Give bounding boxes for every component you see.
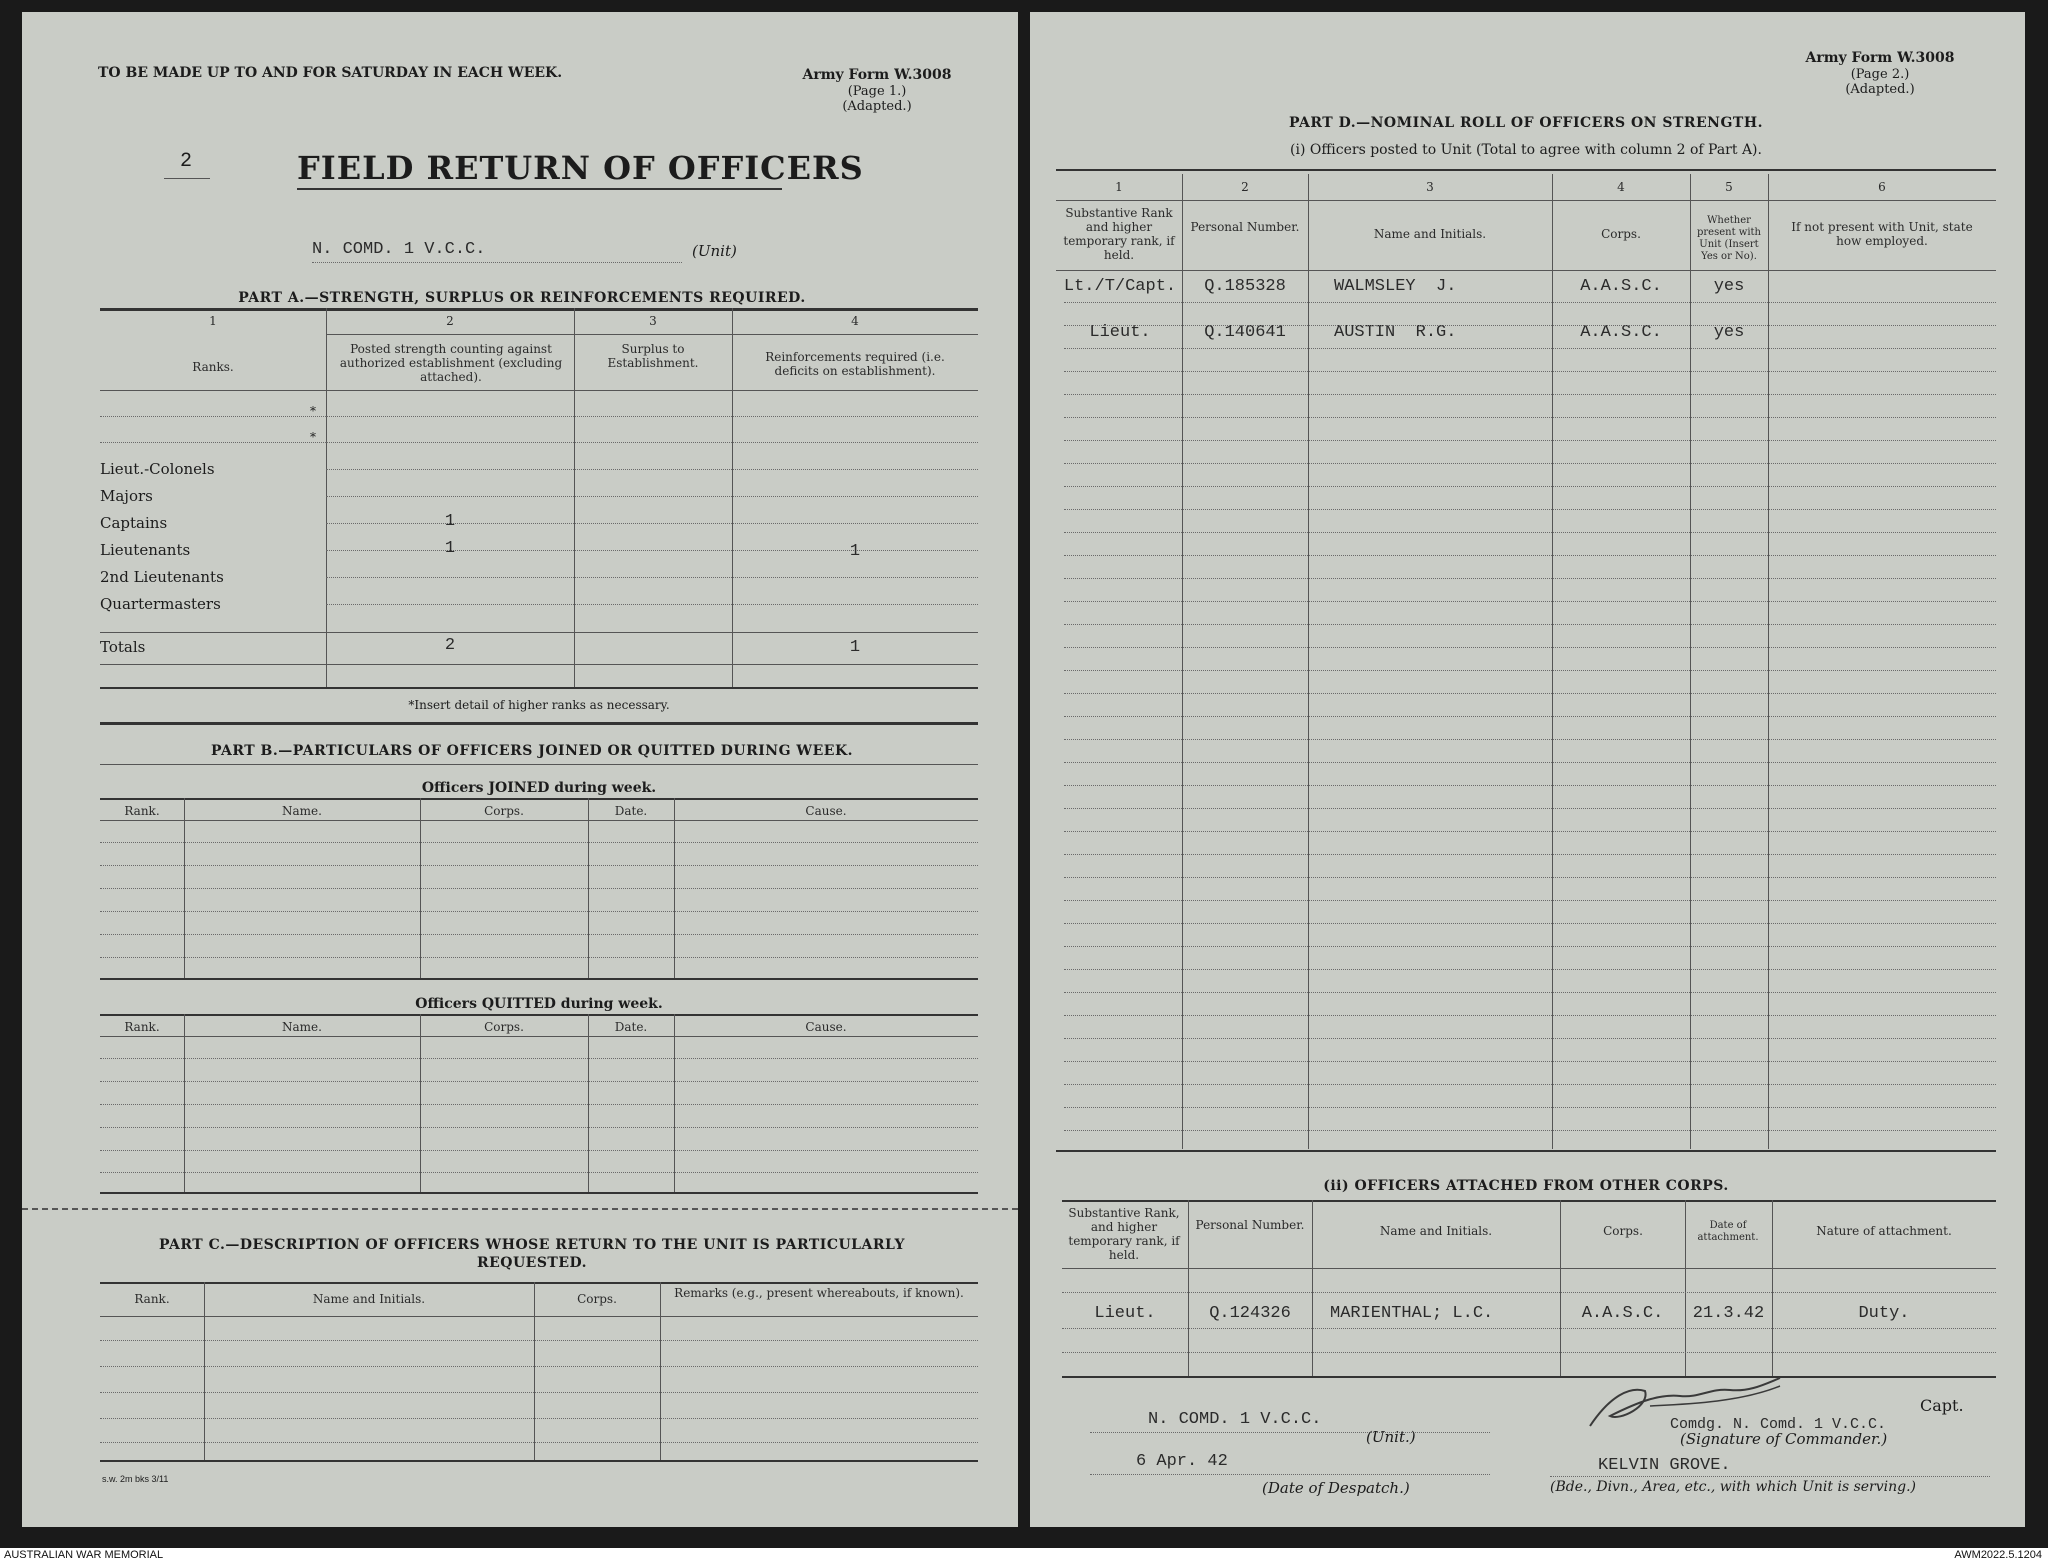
officer-2-rank: Lieut. xyxy=(1089,323,1151,342)
roll-row-line xyxy=(1064,785,1996,786)
part-d-top-rule xyxy=(1056,169,1996,171)
roll-row-line xyxy=(1064,417,1996,418)
part-c-row-line xyxy=(100,1418,978,1419)
return-number-line xyxy=(164,178,210,179)
attached-row-line xyxy=(1062,1292,1996,1293)
part-c-col-corps: Corps. xyxy=(577,1292,617,1306)
roll-row-line xyxy=(1064,762,1996,763)
signature-label: (Signature of Commander.) xyxy=(1680,1430,1888,1448)
roll-row-line xyxy=(1064,601,1996,602)
quitted-bottom-rule xyxy=(100,1192,978,1194)
totals-reinforcements-value: 1 xyxy=(849,638,861,657)
part-d-col-num: 6 xyxy=(1878,180,1886,194)
roll-row-line xyxy=(1064,394,1996,395)
rank-row-line xyxy=(100,442,326,443)
attached-row-line xyxy=(1062,1352,1996,1353)
row-line xyxy=(326,604,978,605)
attached-1-rank: Lieut. xyxy=(1094,1304,1156,1323)
rank-lieutenants: Lieutenants xyxy=(100,541,191,559)
quitted-heading: Officers QUITTED during week. xyxy=(415,996,663,1012)
quitted-col-corps: Corps. xyxy=(484,1020,524,1034)
page-label: (Page 1.) xyxy=(847,84,907,99)
roll-row-line xyxy=(1064,831,1996,832)
part-c-bottom-rule xyxy=(100,1460,978,1462)
part-a-header-rule xyxy=(100,390,978,391)
roll-row-line xyxy=(1064,1061,1996,1062)
part-a-bottom-rule xyxy=(100,687,978,689)
quitted-row-line xyxy=(100,1172,978,1173)
ranks-col-header: Ranks. xyxy=(192,360,234,374)
part-c-row-line xyxy=(100,1392,978,1393)
part-a-heading: PART A.—STRENGTH, SURPLUS OR REINFORCEMENTS REQUIRED. xyxy=(238,290,806,306)
name-col-header: Name and Initials. xyxy=(1373,227,1487,241)
roll-row-line xyxy=(1064,1084,1996,1085)
part-a-footnote: *Insert detail of higher ranks as necessary. xyxy=(408,698,670,712)
rank-row-line xyxy=(100,416,326,417)
roll-row-line xyxy=(1064,348,1996,349)
unit-value: N. COMD. 1 V.C.C. xyxy=(312,240,486,259)
roll-row-line xyxy=(1064,509,1996,510)
footer-area-label: (Bde., Divn., Area, etc., with which Unit is serving.) xyxy=(1550,1479,1917,1495)
part-d-subheading: (i) Officers posted to Unit (Total to agree with column 2 of Part A). xyxy=(1290,142,1762,158)
part-a-end-rule xyxy=(100,722,978,725)
joined-row-line xyxy=(100,957,978,958)
footer-date-value: 6 Apr. 42 xyxy=(1136,1452,1228,1471)
part-d-heading: PART D.—NOMINAL ROLL OF OFFICERS ON STRENGTH. xyxy=(1289,115,1763,131)
quitted-row-line xyxy=(100,1104,978,1105)
row-line xyxy=(326,416,978,417)
part-c-top-rule xyxy=(100,1282,978,1284)
quitted-divider xyxy=(184,1014,185,1192)
joined-col-date: Date. xyxy=(614,804,648,818)
attached-nature-header: Nature of attachment. xyxy=(1816,1224,1952,1238)
instruction-text: TO BE MADE UP TO AND FOR SATURDAY IN EACH WEEK. xyxy=(98,65,563,81)
lieutenants-reinforcements-value: 1 xyxy=(849,542,861,561)
rank-col-header: Substantive Rank and higher temporary rank, if held. xyxy=(1063,206,1175,262)
attached-date-header: Date of attachment. xyxy=(1697,1220,1759,1243)
roll-row-line xyxy=(1064,555,1996,556)
part-c-header-rule xyxy=(100,1316,978,1317)
corps-col-header: Corps. xyxy=(1601,227,1641,241)
part-c-row-line xyxy=(100,1442,978,1443)
officer-1-present: yes xyxy=(1713,277,1745,296)
officer-2-name: AUSTIN R.G. xyxy=(1334,323,1457,342)
totals-label: Totals xyxy=(100,638,146,656)
army-form-label: Army Form W.3008 xyxy=(802,67,952,83)
roll-row-line xyxy=(1064,1107,1996,1108)
roll-row-line xyxy=(1064,992,1996,993)
footer-area-line xyxy=(1550,1476,1990,1477)
archive-footer xyxy=(0,1548,2048,1565)
roll-row-line xyxy=(1064,371,1996,372)
part-d-divider xyxy=(1308,174,1309,1149)
part-d-bottom-rule xyxy=(1056,1150,1996,1152)
army-form-label: Army Form W.3008 xyxy=(1805,50,1955,66)
roll-row-line xyxy=(1064,808,1996,809)
part-c-row-line xyxy=(100,1340,978,1341)
roll-row-line xyxy=(1064,578,1996,579)
quitted-row-line xyxy=(100,1058,978,1059)
totals-top-rule xyxy=(100,632,978,633)
captains-posted-value: 1 xyxy=(444,512,456,531)
roll-row-line xyxy=(1064,1038,1996,1039)
row-line xyxy=(326,469,978,470)
unit-label: (Unit) xyxy=(692,242,737,260)
part-c-col-rank: Rank. xyxy=(134,1292,170,1306)
attached-rank-header: Substantive Rank, and higher temporary rank, if held. xyxy=(1068,1206,1180,1262)
joined-col-cause: Cause. xyxy=(805,804,847,818)
part-c-col-name: Name and Initials. xyxy=(312,1292,426,1306)
roll-row-line xyxy=(1064,1130,1996,1131)
quitted-row-line xyxy=(100,1127,978,1128)
attached-divider xyxy=(1685,1200,1686,1376)
roll-row-line xyxy=(1064,923,1996,924)
rank-2nd-lieutenants: 2nd Lieutenants xyxy=(100,568,224,586)
form-title: FIELD RETURN OF OFFICERS xyxy=(297,149,864,187)
asterisk: * xyxy=(310,404,316,418)
rank-lieut-colonels: Lieut.-Colonels xyxy=(100,460,215,478)
part-c-col-remarks: Remarks (e.g., present whereabouts, if known). xyxy=(674,1286,964,1300)
quitted-col-name: Name. xyxy=(282,1020,322,1034)
archive-credit: AUSTRALIAN WAR MEMORIAL xyxy=(4,1549,164,1561)
attached-divider xyxy=(1188,1200,1189,1376)
part-c-row-line xyxy=(100,1366,978,1367)
part-a-col-num: 4 xyxy=(851,314,859,328)
quitted-divider xyxy=(674,1014,675,1192)
attached-1-number: Q.124326 xyxy=(1209,1304,1291,1323)
roll-row-line xyxy=(1064,1015,1996,1016)
part-c-divider xyxy=(204,1282,205,1460)
totals-bottom-rule xyxy=(100,664,978,665)
part-d-col-num: 3 xyxy=(1426,180,1434,194)
quitted-divider xyxy=(588,1014,589,1192)
roll-row-line xyxy=(1064,440,1996,441)
joined-bottom-rule xyxy=(100,978,978,980)
roll-row-line xyxy=(1064,900,1996,901)
attached-divider xyxy=(1312,1200,1313,1376)
quitted-row-line xyxy=(100,1081,978,1082)
return-number: 2 xyxy=(179,150,192,173)
attached-top-rule xyxy=(1062,1200,1996,1202)
tear-line xyxy=(22,1208,1018,1210)
quitted-col-rank: Rank. xyxy=(124,1020,160,1034)
officer-2-number: Q.140641 xyxy=(1204,323,1286,342)
footer-unit-value: N. COMD. 1 V.C.C. xyxy=(1148,1410,1322,1429)
archive-reference: AWM2022.5.1204 xyxy=(1954,1549,2042,1561)
roll-row-line xyxy=(1064,463,1996,464)
joined-top-rule xyxy=(100,798,978,800)
attached-1-name: MARIENTHAL; L.C. xyxy=(1330,1304,1494,1323)
part-d-col-num: 5 xyxy=(1725,180,1733,194)
form-page-1 xyxy=(22,12,1018,1527)
footer-area-value: KELVIN GROVE. xyxy=(1598,1456,1731,1475)
row-line xyxy=(326,442,978,443)
part-a-col-num: 2 xyxy=(446,314,454,328)
part-c-heading-line1: PART C.—DESCRIPTION OF OFFICERS WHOSE RETURN TO THE UNIT IS PARTICULARLY xyxy=(159,1237,905,1253)
roll-row-line xyxy=(1064,302,1996,303)
joined-row-line xyxy=(100,865,978,866)
reinforcements-col-header: Reinforcements required (i.e. deficits on establishment). xyxy=(765,350,945,378)
attached-heading: (ii) OFFICERS ATTACHED FROM OTHER CORPS. xyxy=(1323,1178,1729,1194)
joined-col-corps: Corps. xyxy=(484,804,524,818)
roll-row-line xyxy=(1064,486,1996,487)
part-d-divider xyxy=(1182,174,1183,1149)
attached-bottom-rule xyxy=(1062,1376,1996,1378)
surplus-col-header: Surplus to Establishment. xyxy=(607,342,699,370)
roll-row-line xyxy=(1064,739,1996,740)
attached-number-header: Personal Number. xyxy=(1195,1218,1305,1232)
part-d-divider xyxy=(1768,174,1769,1149)
part-b-rule xyxy=(100,764,978,765)
attached-1-date: 21.3.42 xyxy=(1692,1304,1765,1323)
title-underline xyxy=(297,188,782,190)
posted-strength-col-header: Posted strength counting against authorized establishment (excluding attached). xyxy=(339,342,563,384)
rank-quartermasters: Quartermasters xyxy=(100,595,221,613)
footer-unit-line xyxy=(1090,1432,1490,1433)
officer-1-name: WALMSLEY J. xyxy=(1334,277,1457,296)
part-d-header-rule xyxy=(1056,270,1996,271)
joined-row-line xyxy=(100,842,978,843)
attached-name-header: Name and Initials. xyxy=(1379,1224,1493,1238)
part-a-col-num: 1 xyxy=(209,314,217,328)
quitted-divider xyxy=(420,1014,421,1192)
quitted-header-rule xyxy=(100,1036,978,1037)
officer-2-corps: A.A.S.C. xyxy=(1580,323,1662,342)
roll-row-line xyxy=(1064,624,1996,625)
officer-1-number: Q.185328 xyxy=(1204,277,1286,296)
asterisk: * xyxy=(310,430,316,444)
roll-row-line xyxy=(1064,693,1996,694)
joined-row-line xyxy=(100,934,978,935)
roll-row-line xyxy=(1064,532,1996,533)
rank-captains: Captains xyxy=(100,514,168,532)
part-a-num-rule xyxy=(326,334,978,335)
part-d-num-rule xyxy=(1056,200,1996,201)
rank-majors: Majors xyxy=(100,487,153,505)
totals-posted-value: 2 xyxy=(444,636,456,655)
page-label: (Page 2.) xyxy=(1850,67,1910,82)
quitted-col-date: Date. xyxy=(614,1020,648,1034)
roll-row-line xyxy=(1064,946,1996,947)
employment-col-header: If not present with Unit, state how employed. xyxy=(1791,220,1973,248)
officer-2-present: yes xyxy=(1713,323,1745,342)
present-col-header: Whether present with Unit (Insert Yes or No). xyxy=(1696,215,1761,262)
part-c-divider xyxy=(660,1282,661,1460)
personal-number-col-header: Personal Number. xyxy=(1190,220,1300,234)
quitted-top-rule xyxy=(100,1014,978,1016)
adapted-label: (Adapted.) xyxy=(1845,82,1915,97)
attached-1-corps: A.A.S.C. xyxy=(1581,1304,1664,1323)
attached-divider xyxy=(1772,1200,1773,1376)
attached-row-line xyxy=(1062,1328,1996,1329)
roll-row-line xyxy=(1064,325,1996,326)
lieutenants-posted-value: 1 xyxy=(444,539,456,558)
attached-divider xyxy=(1560,1200,1561,1376)
form-page-2 xyxy=(1030,12,2025,1527)
quitted-row-line xyxy=(100,1150,978,1151)
roll-row-line xyxy=(1064,716,1996,717)
row-line xyxy=(326,577,978,578)
part-d-col-num: 1 xyxy=(1115,180,1123,194)
roll-row-line xyxy=(1064,969,1996,970)
joined-row-line xyxy=(100,888,978,889)
roll-row-line xyxy=(1064,854,1996,855)
roll-row-line xyxy=(1064,647,1996,648)
part-c-divider xyxy=(534,1282,535,1460)
part-d-divider xyxy=(1690,174,1691,1149)
part-a-top-rule xyxy=(100,308,978,311)
print-code: s.w. 2m bks 3/11 xyxy=(102,1474,169,1484)
attached-header-rule xyxy=(1062,1268,1996,1269)
adapted-label: (Adapted.) xyxy=(842,99,912,114)
joined-row-line xyxy=(100,911,978,912)
footer-comdg-value: Comdg. N. Comd. 1 V.C.C. xyxy=(1670,1416,1887,1433)
part-b-heading: PART B.—PARTICULARS OF OFFICERS JOINED OR QUITTED DURING WEEK. xyxy=(210,743,854,759)
attached-corps-header: Corps. xyxy=(1603,1224,1643,1238)
part-d-col-num: 4 xyxy=(1617,180,1625,194)
joined-col-rank: Rank. xyxy=(124,804,160,818)
joined-header-rule xyxy=(100,820,978,821)
quitted-col-cause: Cause. xyxy=(805,1020,847,1034)
officer-1-rank: Lt./T/Capt. xyxy=(1063,277,1177,296)
joined-heading: Officers JOINED during week. xyxy=(421,780,657,796)
footer-date-label: (Date of Despatch.) xyxy=(1262,1479,1410,1497)
part-d-divider xyxy=(1552,174,1553,1149)
row-line xyxy=(326,496,978,497)
part-d-col-num: 2 xyxy=(1241,180,1249,194)
officer-1-corps: A.A.S.C. xyxy=(1580,277,1662,296)
part-c-heading-line2: REQUESTED. xyxy=(476,1255,588,1271)
unit-line xyxy=(312,262,682,263)
footer-rank-value: Capt. xyxy=(1920,1396,1964,1415)
part-a-col-num: 3 xyxy=(649,314,657,328)
footer-date-line xyxy=(1090,1474,1490,1475)
attached-1-nature: Duty. xyxy=(1858,1304,1910,1323)
roll-row-line xyxy=(1064,670,1996,671)
roll-row-line xyxy=(1064,877,1996,878)
joined-col-name: Name. xyxy=(282,804,322,818)
footer-unit-label: (Unit.) xyxy=(1366,1428,1416,1446)
